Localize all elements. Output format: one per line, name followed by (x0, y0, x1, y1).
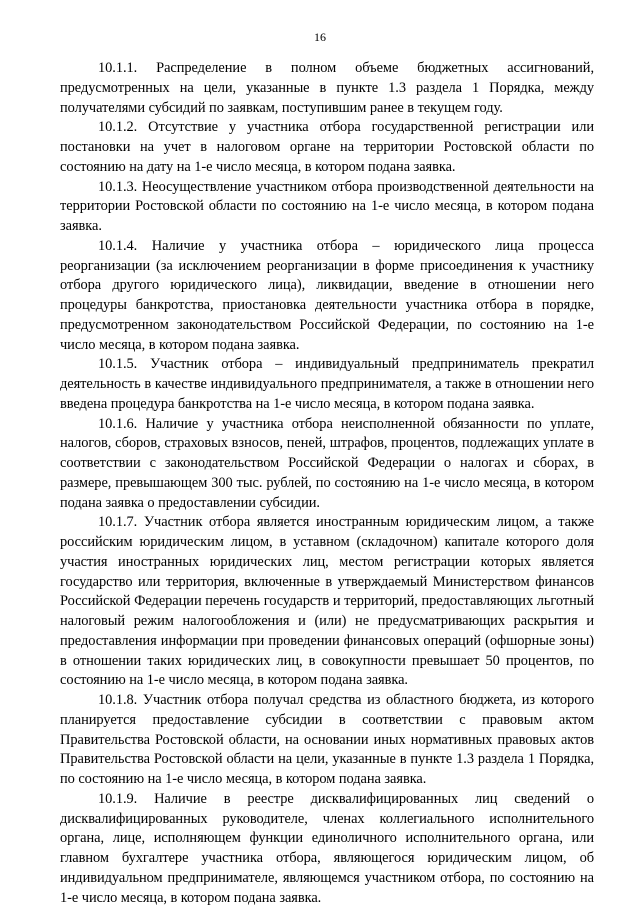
paragraph-10-1-5: 10.1.5. Участник отбора – индивидуальный предприниматель прекратил деятельность в качестве индивидуального предпринимателя, а также в отношении него введена процедура банкротства на 1-е число месяца, в котором подана заявка. (60, 356, 594, 412)
paragraph-10-1-3: 10.1.3. Неосуществление участником отбора производственной деятельности на территории Ростовской области по состоянию на 1-е число месяца, в котором подана заявка. (60, 178, 594, 234)
paragraph-10-1-1: 10.1.1. Распределение в полном объеме бюджетных ассигнований, предусмотренных на цели, указанные в пункте 1.3 раздела 1 Порядка, между получателями субсидий по заявкам, поступившим ранее в текущем году. (60, 60, 594, 116)
paragraph-10-1-8: 10.1.8. Участник отбора получал средства из областного бюджета, из которого планируется предоставление субсидии в соответствии с правовым актом Правительства Ростовской области, на основании иных нормативных правовых актов Правительства Ростовской области на цели, указанные в пункте 1.3 раздела 1 Порядка, по состоянию на 1-е число месяца, в котором подана заявка. (60, 692, 594, 787)
page-number: 16 (314, 30, 326, 44)
document-body (60, 59, 594, 908)
paragraph-10-1-6: 10.1.6. Наличие у участника отбора неисполненной обязанности по уплате, налогов, сборов, страховых взносов, пеней, штрафов, процентов, подлежащих уплате в соответствии с законодательством Российской Федерации о налогах и сборах, в размере, превышающем 300 тыс. рублей, по состоянию на 1-е число месяца, в котором подана заявка о предоставлении субсидии. (60, 415, 594, 511)
paragraph-10-1-2: 10.1.2. Отсутствие у участника отбора государственной регистрации или постановки на учет в налоговом органе на территории Ростовской области по состоянию на дату на 1-е число месяца, в котором подана заявка. (60, 119, 594, 175)
paragraph-10-1-4: 10.1.4. Наличие у участника отбора – юридического лица процесса реорганизации (за исключением реорганизации в форме присоединения к участнику отбора другого юридического лица), ликвидации, введение в отношении него процедуры банкротства, приостановка деятельности участника отбора в порядке, предусмотренном законодательством Российской Федерации, по состоянию на 1-е число месяца, в котором подана заявка. (60, 237, 594, 353)
paragraph-10-1-9: 10.1.9. Наличие в реестре дисквалифицированных лиц сведений о дисквалифицированных руководителе, членах коллегиального исполнительного органа, лице, исполняющем функции единоличного исполнительного органа, или главном бухгалтере участника отбора, являющегося юридическим лицом, об индивидуальном предпринимателе, являющемся участником отбора, по состоянию на 1-е число месяца, в котором подана заявка. (60, 790, 594, 906)
paragraph-10-1-7: 10.1.7. Участник отбора является иностранным юридическим лицом, а также российским юридическим лицом, в уставном (складочном) капитале которого доля участия иностранных юридических лиц, местом регистрации которых является государство или территория, включенные в утверждаемый Министерством финансов Российской Федерации перечень государств и территорий, предоставляющих льготный налоговый режим налогообложения и (или) не предусматривающих раскрытия и предоставления информации при проведении финансовых операций (офшорные зоны) в отношении таких юридических лиц, в совокупности превышает 50 процентов, по состоянию на 1-е число месяца, в котором подана заявка. (60, 514, 594, 689)
